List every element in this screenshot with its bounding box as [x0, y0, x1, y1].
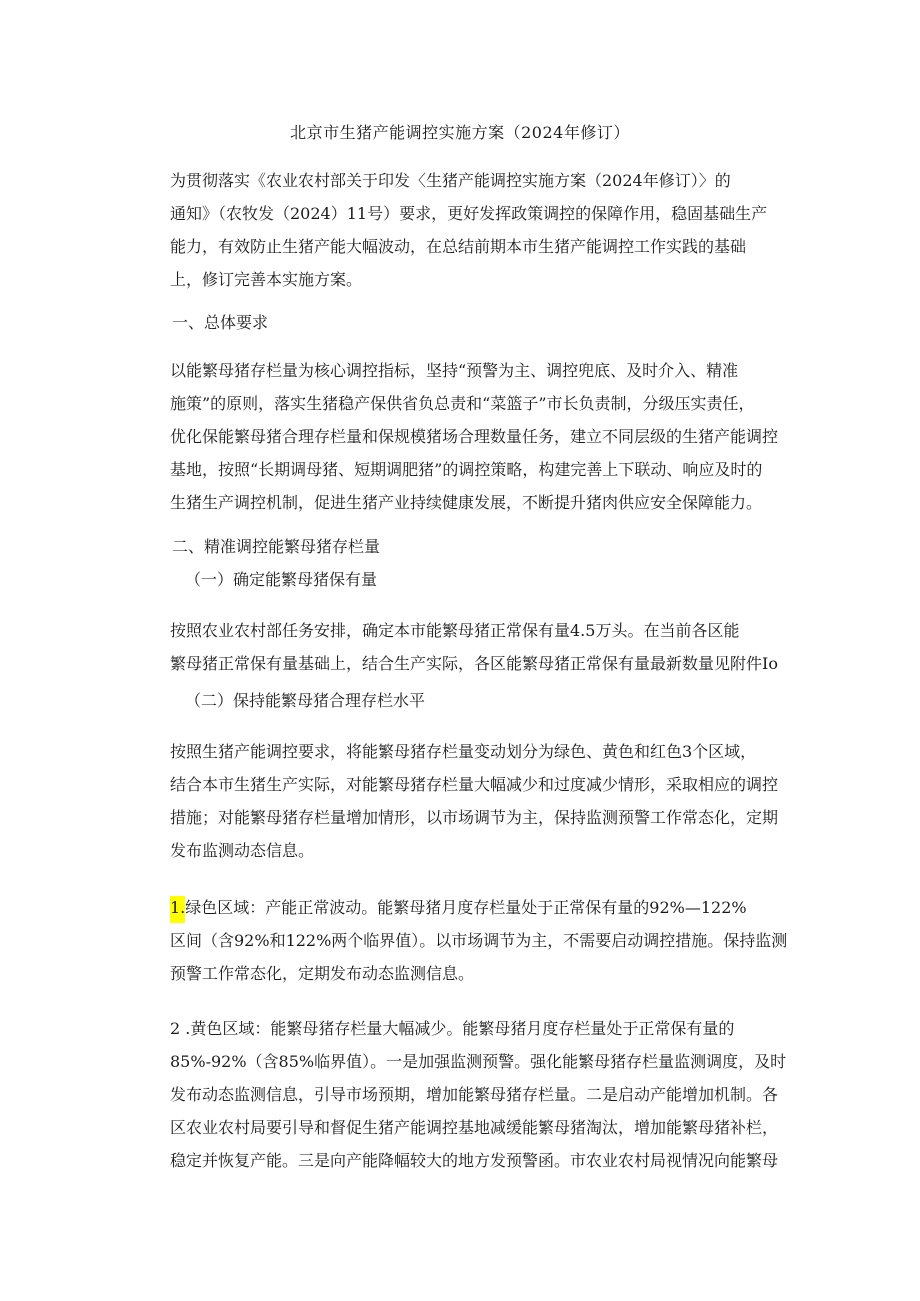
document-title: 北京市生猪产能调控实施方案（2024年修订）	[290, 123, 630, 142]
paragraph-line: 预警工作常态化，定期发布动态监测信息。	[170, 964, 475, 983]
paragraph-line: 85%-92%（含85%临界值）。一是加强监测预警。强化能繁母猪存栏量监测调度，及时	[170, 1052, 787, 1071]
subsection-1-heading: （一）确定能繁母猪保有量	[185, 570, 378, 589]
paragraph-line: 区农业农村局要引导和督促生猪产能调控基地减缓能繁母猪淘汰，增加能繁母猪补栏，	[170, 1118, 779, 1137]
subsection-2-paragraph	[170, 735, 790, 867]
paragraph-line: 发布动态监测信息，引导市场预期，增加能繁母猪存栏量。二是启动产能增加机制。各	[170, 1085, 779, 1104]
subsection-1-paragraph	[170, 614, 790, 680]
green-zone-text: 绿色区域：产能正常波动。能繁母猪月度存栏量处于正常保有量的92%—122%	[185, 898, 747, 917]
paragraph-line: 生猪生产调控机制，促进生猪产业持续健康发展，不断提升猪肉供应安全保障能力。	[170, 493, 763, 512]
paragraph-line: 繁母猪正常保有量基础上，结合生产实际，各区能繁母猪正常保有量最新数量见附件Io	[170, 654, 778, 673]
subsection-2-heading: （二）保持能繁母猪合理存栏水平	[185, 691, 426, 710]
paragraph-line: 2 .黄色区域：能繁母猪存栏量大幅减少。能繁母猪月度存栏量处于正常保有量的	[170, 1019, 735, 1038]
paragraph-line: 基地，按照“长期调母猪、短期调肥猪”的调控策略，构建完善上下联动、响应及时的	[170, 460, 763, 479]
yellow-zone-paragraph	[170, 1012, 790, 1177]
paragraph-line: 结合本市生猪生产实际，对能繁母猪存栏量大幅减少和过度减少情形，采取相应的调控	[170, 775, 779, 794]
intro-line: 通知》（农牧发（2024）11号）要求，更好发挥政策调控的保障作用，稳固基础生产	[170, 204, 768, 223]
paragraph-line: 施策”的原则，落实生猪稳产保供省负总责和“菜篮子”市长负责制，分级压实责任，	[170, 394, 755, 413]
intro-line: 上，修订完善本实施方案。	[170, 270, 363, 289]
paragraph-line: 按照生猪产能调控要求，将能繁母猪存栏量变动划分为绿色、黄色和红色3个区域，	[170, 742, 757, 761]
section-1-heading: 一、总体要求	[172, 313, 269, 332]
paragraph-line: 以能繁母猪存栏量为核心调控指标，坚持“预警为主、调控兜底、及时介入、精准	[170, 361, 739, 380]
paragraph-line: 按照农业农村部任务安排，确定本市能繁母猪正常保有量4.5万头。在当前各区能	[170, 621, 740, 640]
intro-line: 为贯彻落实《农业农村部关于印发〈生猪产能调控实施方案（2024年修订）〉的	[170, 171, 731, 190]
paragraph-line: 稳定并恢复产能。三是向产能降幅较大的地方发预警函。市农业农村局视情况向能繁母	[170, 1151, 779, 1170]
paragraph-line: 区间（含92%和122%两个临界值）。以市场调节为主，不需要启动调控措施。保持监测	[170, 931, 788, 950]
intro-line: 能力，有效防止生猪产能大幅波动，在总结前期本市生猪产能调控工作实践的基础	[170, 237, 747, 256]
section-1-paragraph	[170, 354, 790, 519]
green-zone-first-line	[170, 891, 790, 924]
green-zone-paragraph	[170, 891, 790, 990]
paragraph-line: 优化保能繁母猪合理存栏量和保规模猪场合理数量任务，建立不同层级的生猪产能调控	[170, 427, 779, 446]
intro-paragraph	[170, 164, 790, 296]
section-2-heading: 二、精准调控能繁母猪存栏量	[172, 537, 381, 556]
paragraph-line: 发布监测动态信息。	[170, 841, 315, 860]
highlighted-number: 1.	[170, 896, 185, 923]
paragraph-line: 措施；对能繁母猪存栏量增加情形，以市场调节为主，保持监测预警工作常态化，定期	[170, 808, 779, 827]
